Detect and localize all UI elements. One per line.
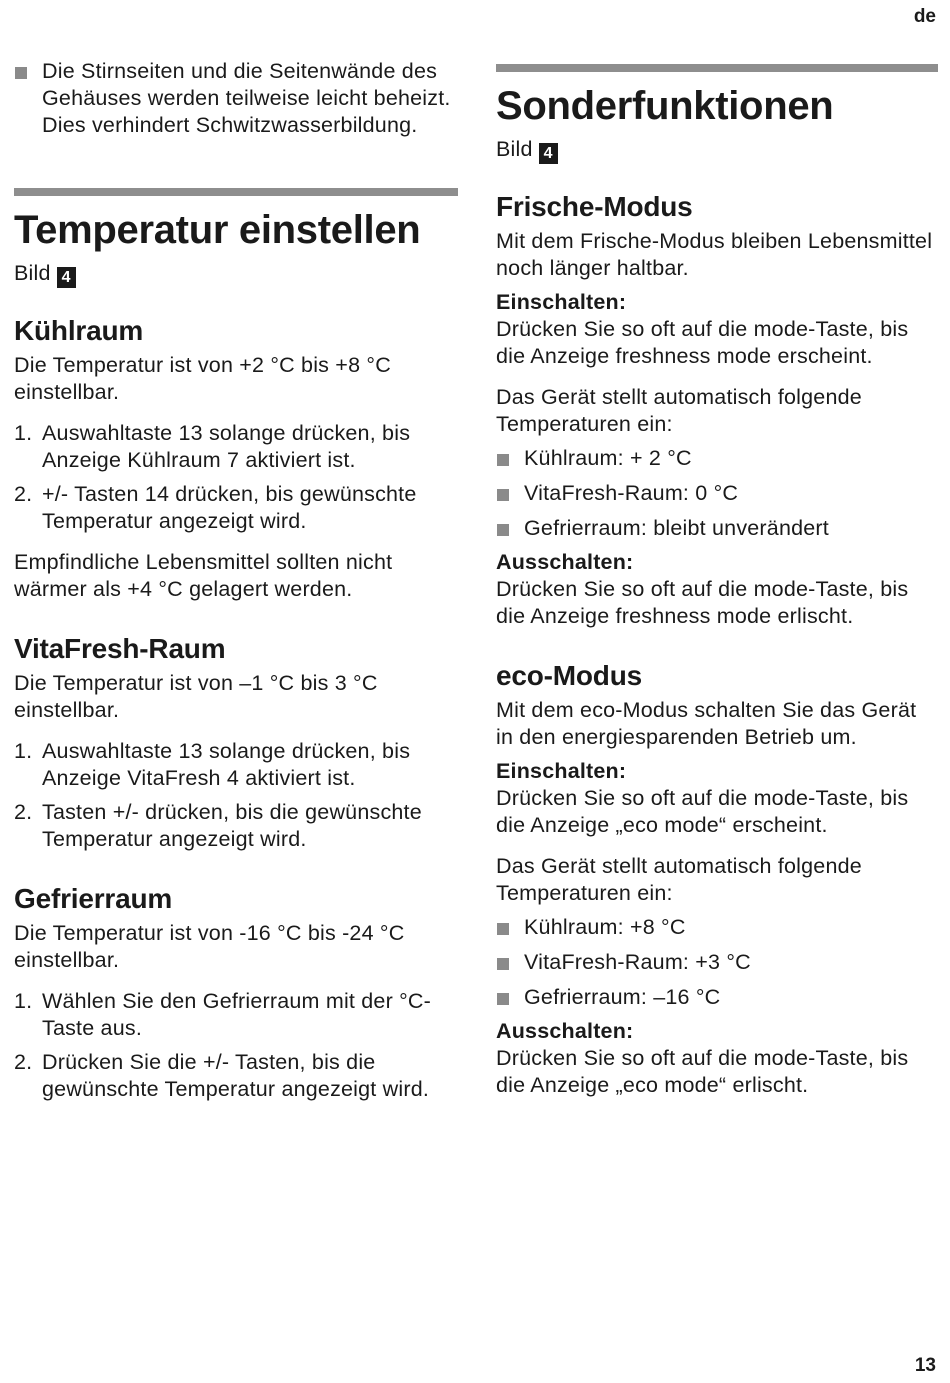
language-tag: de [913,6,936,27]
step-number: 2. [14,800,33,824]
gefrierraum-steps [14,988,458,1103]
intro-bullet-list [14,58,458,139]
list-item [14,799,458,853]
eco-text: Mit dem eco-Modus schalten Sie das Gerät in den energiesparenden Betrieb um. [496,698,917,749]
frische-text: Mit dem Frische-Modus bleiben Lebensmittel noch länger haltbar. [496,229,933,280]
list-item: VitaFresh-Raum: +3 °C [496,949,938,976]
vitafresh-steps [14,738,458,853]
step-number: 1. [14,989,33,1013]
step-number: 2. [14,482,33,506]
frische-on-label: Einschalten: [496,290,627,314]
kuehlraum-steps [14,420,458,535]
list-item [14,988,458,1042]
figure-label: Bild [14,261,51,285]
list-item [14,738,458,792]
heading-frische-modus: Frische-Modus [496,191,693,222]
list-item [14,1049,458,1103]
heading-eco-modus: eco-Modus [496,660,642,691]
heading-gefrierraum: Gefrierraum [14,883,173,914]
gefrierraum-text: Die Temperatur ist von -16 °C bis -24 °C einstellbar. [14,921,405,972]
list-item [14,420,458,474]
step-number: 1. [14,739,33,763]
list-item: Kühlraum: +8 °C [496,914,938,941]
list-item: VitaFresh-Raum: 0 °C [496,480,938,507]
heading-vitafresh: VitaFresh-Raum [14,633,226,664]
figure-number-box: 4 [57,267,76,288]
frische-temps [496,445,938,542]
step-text: +/- Tasten 14 drücken, bis gewünschte Temperatur angezeigt wird. [42,482,417,533]
figure-label: Bild [496,137,533,161]
figure-reference [14,260,458,288]
eco-auto-text: Das Gerät stellt automatisch folgende Temperaturen ein: [496,854,862,905]
list-item [14,481,458,535]
section-rule [496,64,938,72]
step-number: 1. [14,421,33,445]
eco-on-label: Einschalten: [496,759,627,783]
frische-off-label: Ausschalten: [496,550,634,574]
eco-on-text: Drücken Sie so oft auf die mode-Taste, bis die Anzeige „eco mode“ erscheint. [496,786,909,837]
step-text: Wählen Sie den Gefrierraum mit der °C-Taste aus. [42,989,431,1040]
step-number: 2. [14,1050,33,1074]
list-item: Kühlraum: + 2 °C [496,445,938,472]
page-number: 13 [914,1355,936,1376]
frische-auto-text: Das Gerät stellt automatisch folgende Temperaturen ein: [496,385,862,436]
list-item: Gefrierraum: bleibt unverändert [496,515,938,542]
frische-on-text: Drücken Sie so oft auf die mode-Taste, bis die Anzeige freshness mode erscheint. [496,317,909,368]
figure-number-box: 4 [539,143,558,164]
step-text: Drücken Sie die +/- Tasten, bis die gewünschte Temperatur angezeigt wird. [42,1050,430,1101]
eco-off-label: Ausschalten: [496,1019,634,1043]
figure-reference [496,136,938,164]
intro-bullet: Die Stirnseiten und die Seitenwände des Gehäuses werden teilweise leicht beheizt. Dies verhindert Schwitzwasserbildung. [14,58,458,139]
left-column [14,0,458,1103]
section-title-sonderfunktionen: Sonderfunktionen [496,84,834,128]
heading-kuehlraum: Kühlraum [14,315,144,346]
section-rule [14,188,458,196]
kuehlraum-note: Empfindliche Lebensmittel sollten nicht wärmer als +4 °C gelagert werden. [14,550,393,601]
frische-off-text: Drücken Sie so oft auf die mode-Taste, bis die Anzeige freshness mode erlischt. [496,577,909,628]
kuehlraum-text: Die Temperatur ist von +2 °C bis +8 °C einstellbar. [14,353,391,404]
vitafresh-text: Die Temperatur ist von –1 °C bis 3 °C einstellbar. [14,671,378,722]
step-text: Tasten +/- drücken, bis die gewünschte Temperatur angezeigt wird. [42,800,422,851]
section-title-temperatur: Temperatur einstellen [14,208,421,252]
right-column [496,0,938,1099]
eco-temps [496,914,938,1011]
list-item: Gefrierraum: –16 °C [496,984,938,1011]
step-text: Auswahltaste 13 solange drücken, bis Anzeige Kühlraum 7 aktiviert ist. [42,421,411,472]
eco-off-text: Drücken Sie so oft auf die mode-Taste, bis die Anzeige „eco mode“ erlischt. [496,1046,909,1097]
step-text: Auswahltaste 13 solange drücken, bis Anzeige VitaFresh 4 aktiviert ist. [42,739,411,790]
